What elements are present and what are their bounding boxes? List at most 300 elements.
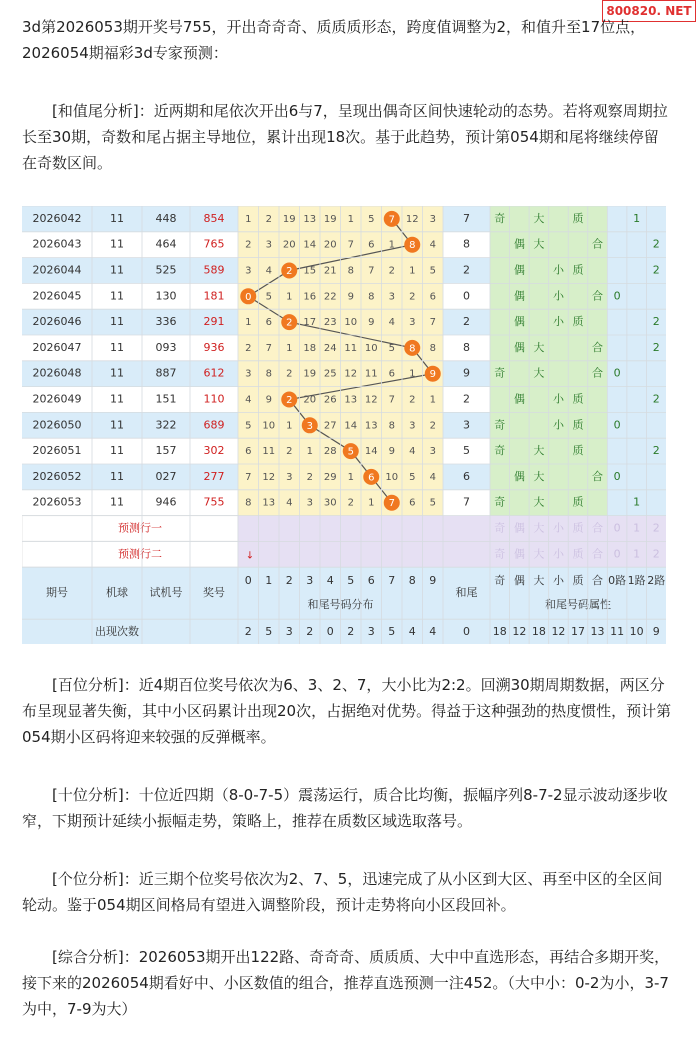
road-cell: 2 (652, 263, 660, 277)
test-number-cell: 448 (155, 211, 177, 225)
digit-miss-cell: 7 (368, 265, 375, 277)
attr-cell: 奇 (494, 418, 506, 432)
digit-miss-cell: 9 (368, 317, 375, 329)
header-digit: 1 (265, 574, 273, 588)
digit-miss-cell: 1 (368, 497, 375, 509)
tail-ball-number: 5 (347, 446, 354, 458)
machine-cell: 11 (110, 444, 124, 458)
road-cell: 1 (633, 211, 641, 225)
digit-miss-cell: 23 (323, 317, 337, 329)
sum-tail-trend-chart (22, 206, 666, 644)
attr-cell: 质 (572, 444, 584, 458)
attr-cell: 小 (552, 289, 564, 303)
header-attr: 奇 (494, 574, 506, 588)
header-attr: 小 (552, 574, 564, 588)
machine-cell: 11 (110, 340, 124, 354)
digit-miss-cell: 7 (245, 471, 252, 483)
footer-digit-count: 5 (388, 625, 396, 639)
attr-cell: 偶 (513, 237, 525, 251)
digit-miss-cell: 3 (286, 471, 293, 483)
tail-ball-number: 2 (286, 266, 293, 277)
predict-attr-cell: 小 (552, 547, 564, 561)
footer-digit-count: 2 (306, 625, 314, 639)
predict-attr-cell: 合 (592, 547, 604, 561)
digit-miss-cell: 1 (245, 213, 252, 225)
footer-digit-count: 3 (285, 625, 293, 639)
digit-miss-cell: 8 (265, 368, 272, 380)
predict-attr-cell: 偶 (513, 521, 525, 535)
predict-attr-cell: 0 (613, 521, 621, 535)
digit-miss-cell: 8 (347, 265, 354, 277)
digit-miss-cell: 1 (286, 342, 293, 354)
digit-miss-cell: 1 (306, 446, 313, 458)
attr-cell: 大 (533, 366, 545, 380)
tail-value-cell: 0 (463, 289, 470, 303)
digit-miss-cell: 7 (388, 394, 395, 406)
road-cell: 0 (613, 289, 621, 303)
attr-cell: 奇 (494, 495, 506, 509)
digit-miss-cell: 29 (323, 471, 337, 483)
machine-cell: 11 (110, 315, 124, 329)
section-label: [十位分析] (52, 786, 124, 804)
attr-cell: 奇 (494, 366, 506, 380)
digit-miss-cell: 17 (303, 317, 317, 329)
header-attr: 质 (572, 574, 584, 588)
section-text: ：近4期百位奖号依次为6、3、2、7，大小比为2:2。回溯30期周期数据，两区分布呈现显著失衡，其中小区码累计出现20次，占据绝对优势。得益于这种强劲的热度惯性，预计第054期小区码将迎来较强的反弹概率。 (22, 676, 672, 746)
test-number-cell: 151 (155, 392, 177, 406)
attr-cell: 质 (572, 263, 584, 277)
machine-cell: 11 (110, 237, 124, 251)
header-digit: 0 (244, 574, 252, 588)
digit-miss-cell: 2 (409, 394, 416, 406)
footer-label: 出现次数 (95, 625, 139, 639)
digit-miss-cell: 5 (245, 420, 252, 432)
period-cell: 2026044 (32, 263, 82, 277)
tail-ball-number: 3 (306, 420, 313, 432)
predict-attr-cell: 0 (613, 547, 621, 561)
header-attr: 0路 (608, 574, 627, 588)
digit-miss-cell: 9 (347, 291, 354, 303)
attr-cell: 质 (572, 495, 584, 509)
digit-miss-cell: 11 (364, 368, 378, 380)
digit-miss-cell: 7 (265, 342, 272, 354)
attr-cell: 奇 (494, 211, 506, 225)
tens-analysis (22, 782, 672, 834)
predict-attr-cell: 奇 (494, 521, 506, 535)
prize-number-cell: 854 (203, 211, 225, 225)
tail-ball-number: 7 (388, 214, 395, 226)
digit-miss-cell: 1 (409, 368, 416, 380)
attr-cell: 大 (533, 340, 545, 354)
digit-miss-cell: 12 (262, 471, 276, 483)
period-cell: 2026043 (32, 237, 82, 251)
attr-cell: 合 (592, 366, 604, 380)
digit-miss-cell: 6 (245, 446, 252, 458)
predict-attr-cell: 奇 (494, 547, 506, 561)
tail-ball-number: 0 (245, 291, 252, 303)
tail-ball-number: 9 (429, 369, 436, 381)
digit-miss-cell: 4 (429, 239, 436, 251)
digit-miss-cell: 1 (286, 291, 293, 303)
digit-miss-cell: 5 (409, 471, 416, 483)
digit-miss-cell: 4 (265, 265, 272, 277)
footer-digit-count: 2 (244, 625, 252, 639)
test-number-cell: 093 (155, 340, 177, 354)
test-number-cell: 336 (155, 315, 177, 329)
period-cell: 2026046 (32, 315, 82, 329)
digit-miss-cell: 30 (323, 497, 337, 509)
header-test-number: 试机号 (149, 586, 183, 600)
period-cell: 2026051 (32, 444, 82, 458)
tail-ball-number: 7 (388, 498, 395, 510)
section-text: ：近三期个位奖号依次为2、7、5，迅速完成了从小区到大区、再至中区的全区间轮动。鉴于054期区间格局有望进入调整阶段，预计走势将向小区段回补。 (22, 870, 663, 914)
digit-miss-cell: 2 (286, 446, 293, 458)
footer-attr-count: 17 (571, 625, 585, 639)
tail-ball-number: 2 (286, 395, 293, 406)
digit-miss-cell: 20 (323, 239, 337, 251)
footer-tail-count: 0 (463, 625, 470, 639)
digit-miss-cell: 15 (303, 265, 317, 277)
attr-cell: 质 (572, 211, 584, 225)
digit-miss-cell: 18 (303, 342, 317, 354)
footer-digit-count: 4 (408, 625, 416, 639)
digit-miss-cell: 13 (344, 394, 358, 406)
digit-miss-cell: 19 (282, 213, 296, 225)
tail-value-cell: 9 (463, 366, 470, 380)
tail-ball-number: 8 (409, 343, 416, 355)
footer-attr-count: 18 (531, 625, 546, 639)
digit-miss-cell: 3 (429, 446, 436, 458)
digit-miss-cell: 6 (368, 239, 375, 251)
digit-miss-cell: 2 (306, 471, 313, 483)
test-number-cell: 887 (155, 366, 177, 380)
attr-cell: 小 (552, 418, 564, 432)
header-digit: 3 (306, 574, 314, 588)
digit-miss-cell: 3 (265, 239, 272, 251)
digit-miss-cell: 27 (323, 420, 337, 432)
digit-miss-cell: 1 (388, 239, 395, 251)
tail-ball-number: 8 (409, 240, 416, 252)
section-label: [和值尾分析] (52, 102, 139, 120)
digit-miss-cell: 21 (323, 265, 337, 277)
digit-miss-cell: 2 (388, 265, 395, 277)
attr-cell: 小 (552, 392, 564, 406)
digit-miss-cell: 10 (344, 317, 358, 329)
footer-attr-count: 10 (629, 625, 644, 639)
digit-miss-cell: 14 (303, 239, 317, 251)
attr-cell: 小 (552, 315, 564, 329)
attr-cell: 偶 (513, 340, 525, 354)
road-cell: 2 (652, 444, 660, 458)
digit-miss-cell: 5 (429, 265, 436, 277)
attr-cell: 合 (592, 237, 604, 251)
digit-miss-cell: 5 (429, 497, 436, 509)
period-cell: 2026047 (32, 340, 82, 354)
digit-miss-cell: 6 (429, 291, 436, 303)
digit-miss-cell: 4 (429, 471, 436, 483)
prize-number-cell: 277 (203, 469, 225, 483)
predict-attr-cell: 质 (572, 521, 584, 535)
tail-ball-number: 2 (286, 317, 293, 329)
intro-paragraph: 3d第2026053期开奖号755，开出奇奇奇、质质质形态，跨度值调整为2，和值升至17位点，2026054期福彩3d专家预测： (22, 18, 646, 62)
period-cell: 2026045 (32, 289, 82, 303)
tail-value-cell: 7 (463, 211, 470, 225)
header-period: 期号 (46, 586, 68, 600)
attr-cell: 偶 (513, 392, 525, 406)
header-digit: 2 (285, 574, 293, 588)
header-attr-label: 和尾号码属性 (545, 598, 611, 612)
digit-miss-cell: 1 (245, 317, 252, 329)
digit-miss-cell: 9 (265, 394, 272, 406)
attr-cell: 偶 (513, 315, 525, 329)
attr-cell: 质 (572, 392, 584, 406)
digit-miss-cell: 1 (429, 394, 436, 406)
header-digit: 7 (388, 574, 396, 588)
tail-value-cell: 7 (463, 495, 470, 509)
header-digit: 8 (408, 574, 416, 588)
road-cell: 0 (613, 418, 621, 432)
predict-row-label: 预测行一 (118, 521, 162, 535)
footer-attr-count: 9 (652, 625, 660, 639)
digit-miss-cell: 6 (388, 368, 395, 380)
road-cell: 0 (613, 469, 621, 483)
period-cell: 2026052 (32, 469, 82, 483)
test-number-cell: 946 (155, 495, 177, 509)
tail-ball-number: 6 (368, 472, 375, 484)
prize-number-cell: 765 (203, 237, 225, 251)
section-label: [个位分析] (52, 870, 124, 888)
digit-miss-cell: 11 (262, 446, 276, 458)
digit-miss-cell: 5 (388, 342, 395, 354)
digit-miss-cell: 2 (409, 291, 416, 303)
prize-number-cell: 936 (203, 340, 225, 354)
digit-miss-cell: 2 (265, 213, 272, 225)
footer-digit-count: 4 (429, 625, 437, 639)
test-number-cell: 322 (155, 418, 177, 432)
digit-miss-cell: 8 (429, 342, 436, 354)
digit-miss-cell: 12 (344, 368, 358, 380)
digit-miss-cell: 2 (245, 239, 252, 251)
period-cell: 2026048 (32, 366, 82, 380)
footer-attr-count: 18 (492, 625, 507, 639)
digit-miss-cell: 2 (245, 342, 252, 354)
header-digit: 4 (326, 574, 334, 588)
header-attr: 1路 (627, 574, 646, 588)
attr-cell: 质 (572, 418, 584, 432)
footer-attr-count: 12 (512, 625, 527, 639)
section-label: [综合分析] (52, 948, 124, 966)
digit-miss-cell: 1 (347, 471, 354, 483)
footer-attr-count: 11 (610, 625, 625, 639)
period-cell: 2026053 (32, 495, 82, 509)
predict-attr-cell: 2 (652, 521, 660, 535)
header-attr: 偶 (513, 574, 525, 588)
road-cell: 2 (652, 392, 660, 406)
digit-miss-cell: 1 (409, 265, 416, 277)
digit-miss-cell: 2 (286, 368, 293, 380)
attr-cell: 合 (592, 289, 604, 303)
digit-miss-cell: 2 (347, 497, 354, 509)
header-tail: 和尾 (455, 586, 478, 600)
predict-attr-cell: 合 (592, 521, 604, 535)
digit-miss-cell: 28 (323, 446, 337, 458)
digit-miss-cell: 3 (388, 291, 395, 303)
predict-arrow-icon: ↓ (245, 550, 255, 562)
digit-miss-cell: 1 (286, 420, 293, 432)
header-attr: 2路 (647, 574, 666, 588)
digit-miss-cell: 7 (429, 317, 436, 329)
test-number-cell: 525 (155, 263, 177, 277)
digit-miss-cell: 11 (344, 342, 358, 354)
predict-attr-cell: 偶 (513, 547, 525, 561)
section-text: ：2026053期开出122路、奇奇奇、质质质、大中中直选形态，再结合多期开奖，接下来的2026054期看好中、小区数值的组合，推荐直选预测一注452。（大中小：0-2为小，3-7为中，7-9为大） (22, 948, 670, 1018)
footer-digit-count: 5 (265, 625, 273, 639)
tail-value-cell: 5 (463, 444, 470, 458)
digit-miss-cell: 10 (385, 471, 399, 483)
digit-miss-cell: 1 (347, 213, 354, 225)
prize-number-cell: 110 (203, 392, 225, 406)
header-attr: 大 (533, 574, 545, 588)
road-cell: 0 (613, 366, 621, 380)
digit-miss-cell: 10 (364, 342, 378, 354)
footer-digit-count: 2 (347, 625, 355, 639)
footer-digit-count: 3 (367, 625, 375, 639)
digit-miss-cell: 9 (388, 446, 395, 458)
attr-cell: 质 (572, 315, 584, 329)
digit-miss-cell: 16 (303, 291, 317, 303)
footer-attr-count: 12 (551, 625, 566, 639)
prize-number-cell: 589 (203, 263, 225, 277)
digit-miss-cell: 7 (347, 239, 354, 251)
period-cell: 2026042 (32, 211, 82, 225)
road-cell: 2 (652, 315, 660, 329)
header-machine: 机球 (106, 586, 128, 600)
attr-cell: 大 (533, 444, 545, 458)
digit-miss-cell: 13 (364, 420, 378, 432)
predict-attr-cell: 大 (533, 521, 545, 535)
predict-attr-cell: 大 (533, 547, 545, 561)
hundreds-analysis (22, 672, 672, 750)
predict-row-label: 预测行二 (118, 547, 162, 561)
digit-miss-cell: 6 (265, 317, 272, 329)
tail-value-cell: 8 (463, 340, 470, 354)
digit-miss-cell: 6 (409, 497, 416, 509)
tail-value-cell: 2 (463, 263, 470, 277)
tail-value-cell: 2 (463, 392, 470, 406)
prize-number-cell: 755 (203, 495, 225, 509)
machine-cell: 11 (110, 469, 124, 483)
attr-cell: 大 (533, 237, 545, 251)
attr-cell: 小 (552, 263, 564, 277)
digit-miss-cell: 4 (286, 497, 293, 509)
period-cell: 2026049 (32, 392, 82, 406)
digit-miss-cell: 14 (364, 446, 378, 458)
digit-miss-cell: 12 (405, 213, 419, 225)
digit-miss-cell: 19 (303, 368, 317, 380)
road-cell: 1 (633, 495, 641, 509)
predict-attr-cell: 质 (572, 547, 584, 561)
digit-miss-cell: 19 (323, 213, 337, 225)
digit-miss-cell: 12 (364, 394, 378, 406)
header-attr: 合 (592, 574, 604, 588)
digit-miss-cell: 3 (429, 213, 436, 225)
digit-miss-cell: 8 (368, 291, 375, 303)
prize-number-cell: 612 (203, 366, 225, 380)
machine-cell: 11 (110, 366, 124, 380)
watermark-logo: 800820. NET (602, 0, 696, 22)
units-analysis (22, 866, 672, 918)
digit-miss-cell: 10 (262, 420, 276, 432)
section-text: ：近两期和尾依次开出6与7，呈现出偶奇区间快速轮动的态势。若将观察周期拉长至30期，奇数和尾占据主导地位，累计出现18次。基于此趋势，预计第054期和尾将继续停留在奇数区间。 (22, 102, 668, 172)
header-dist-label: 和尾号码分布 (307, 598, 374, 612)
prize-number-cell: 181 (203, 289, 225, 303)
prize-number-cell: 302 (203, 444, 225, 458)
digit-miss-cell: 4 (388, 317, 395, 329)
attr-cell: 偶 (513, 469, 525, 483)
digit-miss-cell: 8 (388, 420, 395, 432)
digit-miss-cell: 3 (409, 317, 416, 329)
footer-digit-count: 0 (326, 625, 334, 639)
attr-cell: 偶 (513, 263, 525, 277)
attr-cell: 大 (533, 495, 545, 509)
road-cell: 2 (652, 340, 660, 354)
prize-number-cell: 291 (203, 315, 225, 329)
machine-cell: 11 (110, 392, 124, 406)
digit-miss-cell: 8 (245, 497, 252, 509)
header-digit: 9 (429, 574, 437, 588)
machine-cell: 11 (110, 495, 124, 509)
digit-miss-cell: 2 (429, 420, 436, 432)
test-number-cell: 157 (155, 444, 177, 458)
digit-miss-cell: 13 (303, 213, 317, 225)
tail-value-cell: 3 (463, 418, 470, 432)
machine-cell: 11 (110, 263, 124, 277)
digit-miss-cell: 5 (265, 291, 272, 303)
period-cell: 2026050 (32, 418, 82, 432)
attr-cell: 奇 (494, 444, 506, 458)
footer-attr-count: 13 (590, 625, 605, 639)
test-number-cell: 130 (155, 289, 177, 303)
predict-attr-cell: 2 (652, 547, 660, 561)
machine-cell: 11 (110, 289, 124, 303)
header-prize-number: 奖号 (203, 586, 225, 600)
attr-cell: 合 (592, 340, 604, 354)
digit-miss-cell: 4 (245, 394, 252, 406)
digit-miss-cell: 22 (323, 291, 337, 303)
header-digit: 6 (367, 574, 375, 588)
digit-miss-cell: 3 (306, 497, 313, 509)
digit-miss-cell: 3 (409, 420, 416, 432)
digit-miss-cell: 4 (409, 446, 416, 458)
test-number-cell: 027 (155, 469, 177, 483)
attr-cell: 大 (533, 469, 545, 483)
digit-miss-cell: 25 (323, 368, 337, 380)
digit-miss-cell: 5 (368, 213, 375, 225)
digit-miss-cell: 20 (282, 239, 296, 251)
tail-value-cell: 6 (463, 469, 470, 483)
digit-miss-cell: 3 (245, 265, 252, 277)
digit-miss-cell: 3 (245, 368, 252, 380)
attr-cell: 大 (533, 211, 545, 225)
road-cell: 2 (652, 237, 660, 251)
test-number-cell: 464 (155, 237, 177, 251)
sum-tail-analysis (22, 98, 672, 176)
overall-analysis (22, 944, 672, 1022)
digit-miss-cell: 24 (323, 342, 337, 354)
digit-miss-cell: 13 (262, 497, 276, 509)
attr-cell: 偶 (513, 289, 525, 303)
predict-attr-cell: 1 (633, 547, 641, 561)
